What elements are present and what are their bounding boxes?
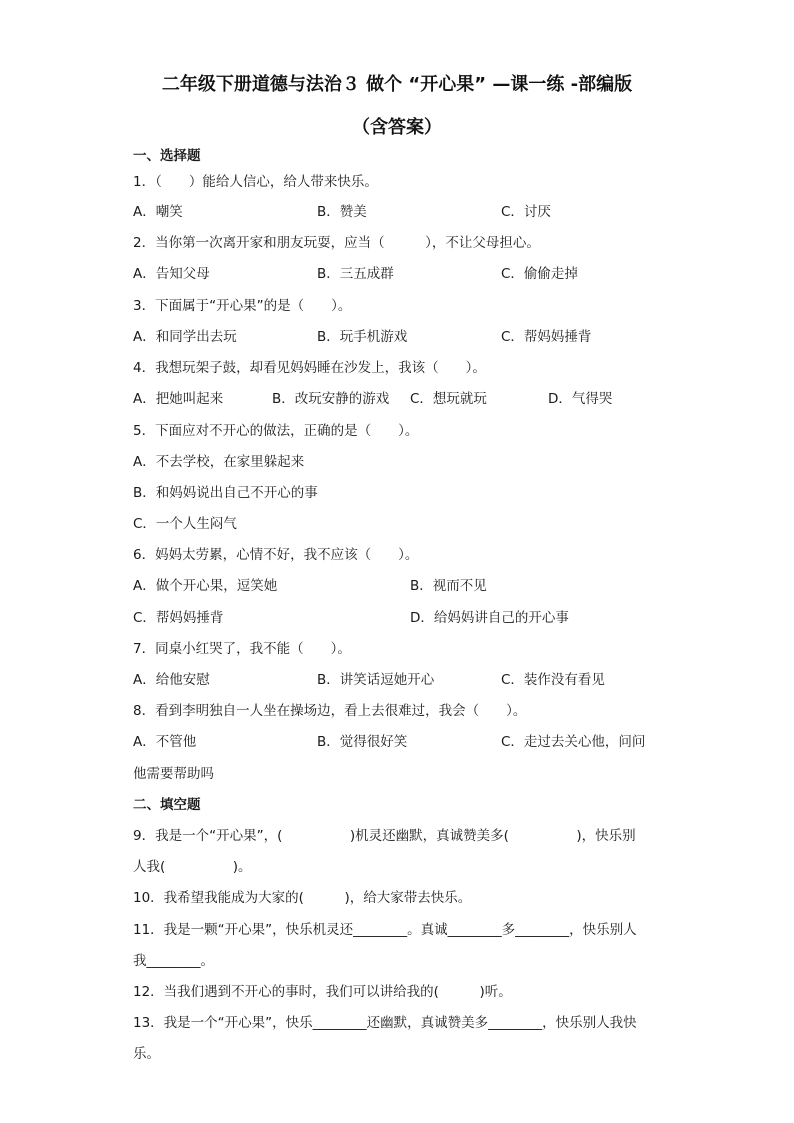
option-5b: B．和妈妈说出自己不开心的事 <box>133 485 318 501</box>
question-2: 2．当你第一次离开家和朋友玩耍，应当（ ），不让父母担心。 <box>133 235 540 251</box>
option-3c: C．帮妈妈捶背 <box>501 329 592 345</box>
option-7b: B．讲笑话逗她开心 <box>317 672 435 688</box>
option-3b: B．玩手机游戏 <box>317 329 408 345</box>
option-8c-continued: 他需要帮助吗 <box>133 766 214 782</box>
option-5a: A．不去学校，在家里躲起来 <box>133 454 305 470</box>
option-3a: A．和同学出去玩 <box>133 329 237 345</box>
option-8c: C．走过去关心他，问问 <box>501 734 646 750</box>
option-6c: C．帮妈妈捶背 <box>133 610 224 626</box>
question-10: 10．我希望我能成为大家的( )，给大家带去快乐。 <box>133 890 472 906</box>
question-3: 3．下面属于“开心果”的是（ ）。 <box>133 298 352 314</box>
option-2b: B．三五成群 <box>317 266 394 282</box>
question-9-line1: 9．我是一个“开心果”，( )机灵还幽默，真诚赞美多( )，快乐别 <box>133 828 636 844</box>
question-8: 8．看到李明独自一人坐在操场边，看上去很难过，我会（ ）。 <box>133 703 527 719</box>
question-9-line2: 人我( )。 <box>133 859 252 875</box>
option-6a: A．做个开心果，逗笑她 <box>133 578 278 594</box>
option-7c: C．装作没有看见 <box>501 672 605 688</box>
question-11-line2: 我________。 <box>133 953 214 969</box>
option-5c: C．一个人生闷气 <box>133 516 237 532</box>
option-4b: B．改玩安静的游戏 <box>272 391 390 407</box>
question-1: 1．（ ）能给人信心，给人带来快乐。 <box>133 174 378 190</box>
option-6b: B．视而不见 <box>410 578 487 594</box>
section-heading-fill: 二、填空题 <box>133 797 201 813</box>
option-1c: C．讨厌 <box>501 204 551 220</box>
question-4: 4．我想玩架子鼓，却看见妈妈睡在沙发上，我该（ ）。 <box>133 360 486 376</box>
option-8a: A．不管他 <box>133 734 197 750</box>
question-11-line1: 11．我是一颗“开心果”，快乐机灵还________。真诚________多________，快乐别人 <box>133 922 637 938</box>
question-7: 7．同桌小红哭了，我不能（ ）。 <box>133 641 351 657</box>
option-8b: B．觉得很好笑 <box>317 734 408 750</box>
option-4c: C．想玩就玩 <box>410 391 487 407</box>
option-1b: B．赞美 <box>317 204 367 220</box>
option-7a: A．给他安慰 <box>133 672 210 688</box>
question-5: 5．下面应对不开心的做法，正确的是（ ）。 <box>133 423 419 439</box>
question-13-line1: 13．我是一个“开心果”，快乐________还幽默，真诚赞美多________，快乐别人我快 <box>133 1015 637 1031</box>
option-6d: D．给妈妈讲自己的开心事 <box>410 610 569 626</box>
option-2a: A．告知父母 <box>133 266 210 282</box>
option-1a: A．嘲笑 <box>133 204 183 220</box>
page-subtitle: （含答案） <box>352 117 442 138</box>
section-heading-choice: 一、选择题 <box>133 148 201 164</box>
page-title: 二年级下册道德与法治３ 做个 “开心果” —课一练 -部编版 <box>161 74 633 95</box>
question-6: 6．妈妈太劳累，心情不好，我不应该（ ）。 <box>133 547 419 563</box>
option-2c: C．偷偷走掉 <box>501 266 578 282</box>
option-4a: A．把她叫起来 <box>133 391 224 407</box>
option-4d: D．气得哭 <box>548 391 613 407</box>
question-13-line2: 乐。 <box>133 1046 160 1062</box>
question-12: 12．当我们遇到不开心的事时，我们可以讲给我的( )听。 <box>133 984 512 1000</box>
